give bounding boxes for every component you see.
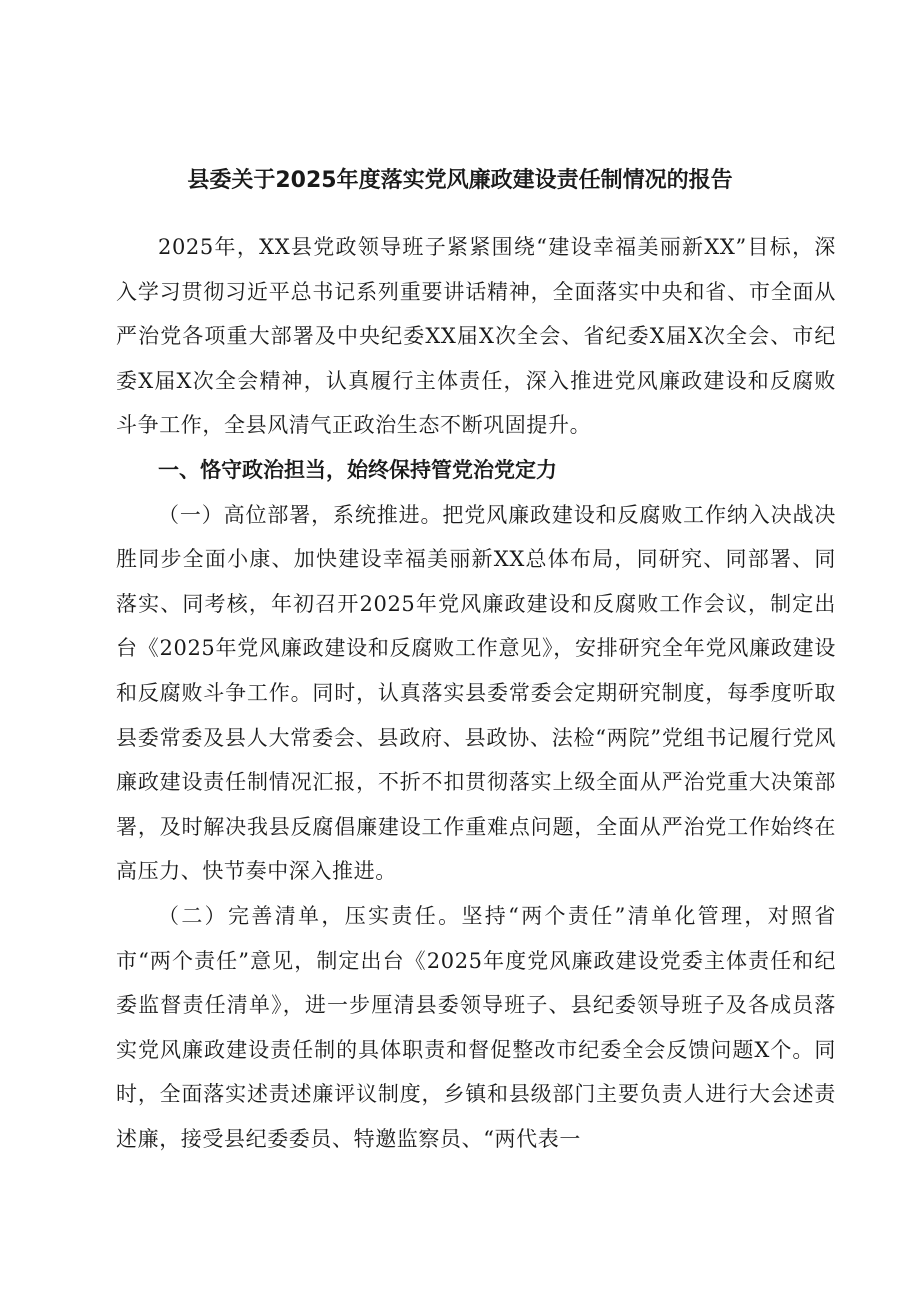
section-paragraph-1: （一）高位部署，系统推进。把党风廉政建设和反腐败工作纳入决战决胜同步全面小康、加快建设幸福美丽新XX总体布局，同研究、同部署、同落实、同考核，年初召开2025年党风廉政建设和反腐败工作会议，制定出台《2025年党风廉政建设和反腐败工作意见》，安排研究全年党风廉政建设和反腐败斗争工作。同时，认真落实县委常委会定期研究制度，每季度听取县委常委及县人大常委会、县政府、县政协、法检“两院”党组书记履行党风廉政建设责任制情况汇报，不折不扣贯彻落实上级全面从严治党重大决策部署，及时解决我县反腐倡廉建设工作重难点问题，全面从严治党工作始终在高压力、快节奏中深入推进。 xyxy=(116,502,836,884)
document-title: 县委关于2025年度落实党风廉政建设责任制情况的报告 xyxy=(187,168,733,193)
document-body xyxy=(116,225,836,1161)
section-heading: 一、恪守政治担当，始终保持管党治党定力 xyxy=(158,457,557,482)
intro-paragraph: 2025年，XX县党政领导班子紧紧围绕“建设幸福美丽新XX”目标，深入学习贯彻习近平总书记系列重要讲话精神，全面落实中央和省、市全面从严治党各项重大部署及中央纪委XX届X次全会、省纪委X届X次全会、市纪委X届X次全会精神，认真履行主体责任，深入推进党风廉政建设和反腐败斗争工作，全县风清气正政治生态不断巩固提升。 xyxy=(116,235,836,438)
section-paragraph-2: （二）完善清单，压实责任。坚持“两个责任”清单化管理，对照省市“两个责任”意见，制定出台《2025年度党风廉政建设党委主体责任和纪委监督责任清单》，进一步厘清县委领导班子、县纪委领导班子及各成员落实党风廉政建设责任制的具体职责和督促整改市纪委全会反馈问题X个。同时，全面落实述责述廉评议制度，乡镇和县级部门主要负责人进行大会述责述廉，接受县纪委委员、特邀监察员、“两代表一 xyxy=(116,903,836,1151)
